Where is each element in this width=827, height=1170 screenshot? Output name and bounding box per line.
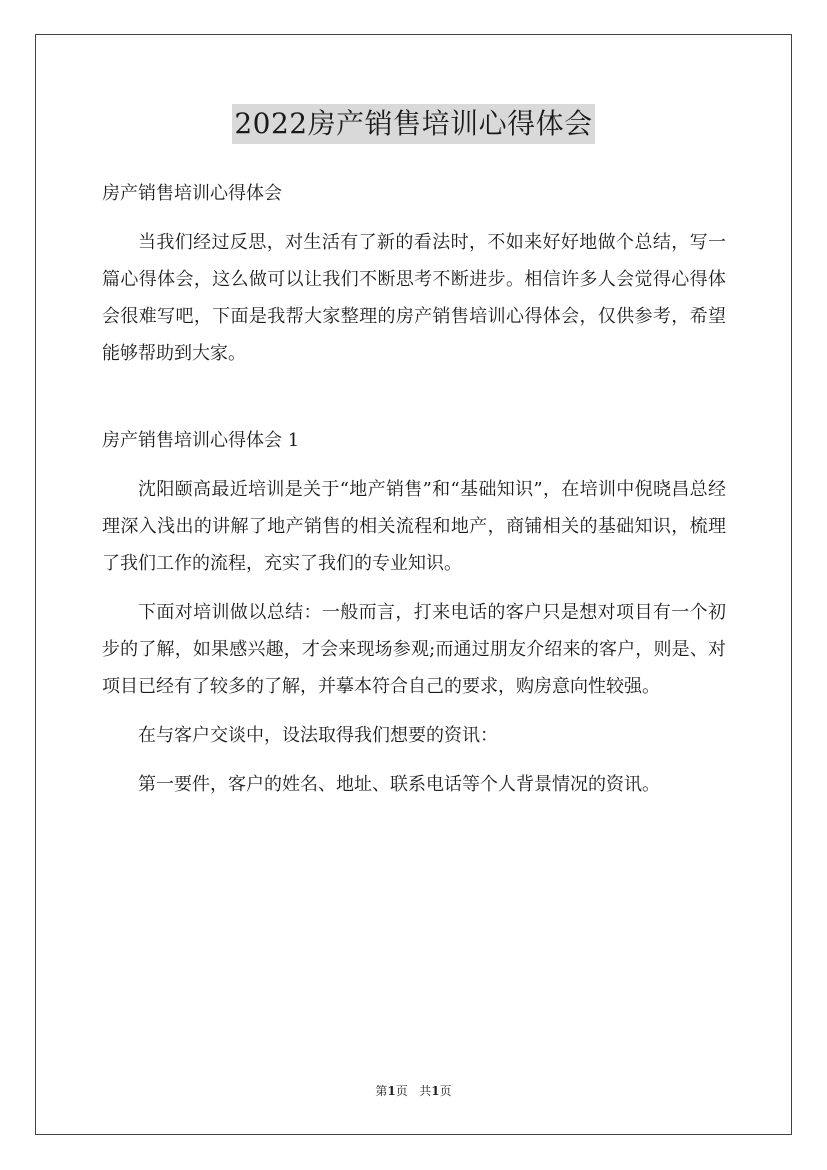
total-pages: 1 [431,1084,440,1098]
title-container [0,104,827,144]
body-paragraph-2: 下面对培训做以总结：一般而言，打来电话的客户只是想对项目有一个初步的了解，如果感兴趣，才会来现场参观;而通过朋友介绍来的客户，则是、对项目已经有了较多的了解，并摹本符合自己的要求，购房意向性较强。 [102,602,726,697]
page-suffix: 页 [395,1084,408,1098]
intro-paragraph: 当我们经过反思，对生活有了新的看法时，不如来好好地做个总结，写一篇心得体会，这么做可以让我们不断思考不断进步。相信许多人会觉得心得体会很难写吧，下面是我帮大家整理的房产销售培训心得体会，仅供参考，希望能够帮助到大家。 [102,232,726,364]
page-number: 1 [387,1084,396,1098]
page-prefix: 第 [375,1084,388,1098]
total-prefix: 共 [419,1084,432,1098]
total-suffix: 页 [439,1084,452,1098]
body-paragraph-1: 沈阳颐高最近培训是关于“地产销售”和“基础知识”，在培训中倪晓昌总经理深入浅出的讲解了地产销售的相关流程和地产，商铺相关的基础知识，梳理了我们工作的流程，充实了我们的专业知识。 [102,479,726,574]
document-body [102,175,726,803]
body-paragraph-3: 在与客户交谈中，设法取得我们想要的资讯： [138,725,498,746]
section-heading: 房产销售培训心得体会 1 [102,430,300,451]
subtitle: 房产销售培训心得体会 [102,183,282,204]
document-title: 2022房产销售培训心得体会 [232,104,594,144]
body-paragraph-4: 第一要件，客户的姓名、地址、联系电话等个人背景情况的资讯。 [138,774,660,795]
page-footer [0,1082,827,1099]
